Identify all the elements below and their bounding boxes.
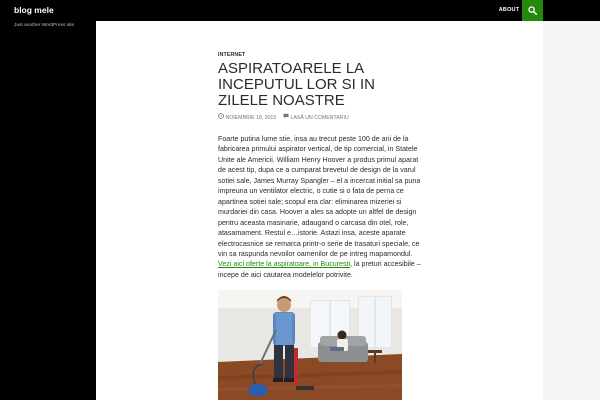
search-button[interactable] [522, 0, 543, 21]
offer-link[interactable]: Vezi aici oferte la aspiratoare, in Bucuresti [218, 260, 351, 269]
site-title[interactable]: blog mele [14, 5, 54, 15]
post-image [218, 290, 402, 400]
body-paragraph: Foarte putina lume stie, insa au trecut peste 100 de ani de la fabricarea primului aspirator vertical, de tip comercial, in Statele Unite ale Americii. William Henry Hoover a produs primul aparat de acest tip, dupa ce a cumparat brevetul de design de la varul sotiei sale, James Murray Spangler – el a incercat initial sa puna impreuna un ventilator electric, o cutie si o fata de perna ce apartinea sotiei sale; scopul era clar: eliminarea mizeriei si murdariei din casa. Hoover a ales sa adopte un altfel de design pentru aceasta masinarie, adaugand o carcasa din otel, role, atasamament. Restul e…istorie. Astazi insa, aceste aparate electrocasnice se remarca printr-o serie de trasaturi speciale, ce vin sa raspunda nevoilor oamenilor de pe intreg mapamondul. [218, 135, 421, 258]
search-icon [528, 6, 537, 15]
post-meta [218, 113, 349, 122]
body-paragraph-end: , la preturi accesibile – incepe de aici cautarea modelelor potrivite. [218, 260, 421, 279]
post-title[interactable]: ASPIRATOARELE LA INCEPUTUL LOR SI IN ZILELE NOASTRE [218, 60, 375, 109]
post-category-link[interactable]: INTERNET [218, 52, 246, 58]
sidebar [0, 21, 96, 400]
site-tagline: Just another WordPress site [14, 23, 75, 28]
leave-comment-link[interactable]: LASĂ UN COMENTARIU [290, 114, 349, 121]
secondary-column [543, 21, 600, 400]
post-date[interactable]: NOIEMBRIE 18, 2015 [225, 114, 277, 121]
comment-icon [283, 113, 289, 122]
post-body [218, 134, 424, 280]
site-header [0, 0, 600, 21]
clock-icon [218, 113, 224, 122]
nav-about-link[interactable]: ABOUT [498, 7, 520, 13]
